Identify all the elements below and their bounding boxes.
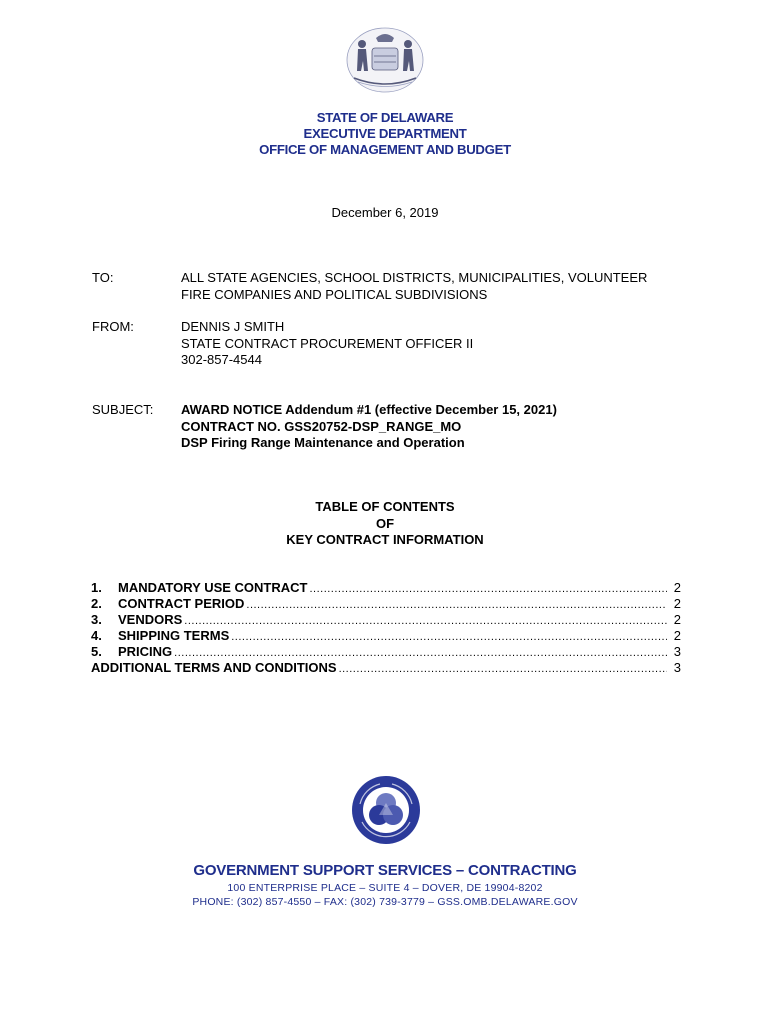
toc-entry-number: 5. [91,644,102,659]
memo-subject-line: DSP Firing Range Maintenance and Operation [181,435,465,450]
toc-entry-number: 1. [91,580,102,595]
memo-to-line: ALL STATE AGENCIES, SCHOOL DISTRICTS, MUNICIPALITIES, VOLUNTEER [181,270,648,285]
toc-leader-dots [231,629,667,645]
toc-entry-title: MANDATORY USE CONTRACT [118,580,308,595]
toc-entry-page: 2 [673,580,681,595]
toc-leader-dots [309,581,667,597]
footer-address: 100 ENTERPRISE PLACE – SUITE 4 – DOVER, DE 19904-8202 [227,882,543,894]
toc-entry[interactable] [91,612,681,628]
memo-from-name: DENNIS J SMITH [181,319,285,334]
memo-subject-label: SUBJECT: [92,402,154,417]
toc-heading-line: OF [375,515,395,531]
memo-subject-line: AWARD NOTICE Addendum #1 (effective December 15, 2021) [181,402,557,417]
toc-entry-title: PRICING [118,644,173,659]
toc-entry-number: 3. [91,612,102,627]
toc-leader-dots [184,613,667,629]
toc-heading-line: TABLE OF CONTENTS [315,499,455,514]
toc-entry-page: 2 [673,628,681,643]
toc-entry-number: 4. [91,628,102,643]
toc-leader-dots [246,597,667,613]
toc-leader-dots [174,645,667,661]
memo-from-phone: 302-857-4544 [181,352,262,367]
memo-to-label: TO: [92,270,114,285]
toc-entry[interactable] [91,596,681,612]
agency-line-office: OFFICE OF MANAGEMENT AND BUDGET [259,142,511,157]
footer-division-title: GOVERNMENT SUPPORT SERVICES – CONTRACTING [193,862,577,879]
office-of-management-and-budget-logo-icon [350,774,422,846]
toc-entry-page: 2 [673,596,681,611]
agency-line-state: STATE OF DELAWARE [316,110,454,125]
toc-entry[interactable] [91,628,681,644]
toc-entry[interactable] [91,580,681,596]
memo-date: December 6, 2019 [331,205,439,220]
toc-entry-title: CONTRACT PERIOD [118,596,245,611]
toc-entry-page: 3 [673,660,681,675]
memo-subject-line: CONTRACT NO. GSS20752-DSP_RANGE_MO [181,418,462,434]
toc-entry-title: SHIPPING TERMS [118,628,230,643]
toc-entry[interactable] [91,660,681,676]
agency-line-department: EXECUTIVE DEPARTMENT [303,126,467,141]
toc-entry-title: ADDITIONAL TERMS AND CONDITIONS [91,660,337,675]
toc-entry-page: 2 [673,612,681,627]
toc-leader-dots [339,661,667,677]
toc-heading-line: KEY CONTRACT INFORMATION [286,532,484,547]
memo-to-value [181,270,701,303]
delaware-state-seal-icon [344,22,426,94]
toc-entry-page: 3 [673,644,681,659]
toc-entry[interactable] [91,644,681,660]
memo-from-value [181,319,701,369]
memo-subject-value [181,402,701,452]
memo-from-title: STATE CONTRACT PROCUREMENT OFFICER II [181,335,474,351]
memo-to-line: FIRE COMPANIES AND POLITICAL SUBDIVISIONS [181,286,488,302]
toc-entry-number: 2. [91,596,102,611]
toc-heading [0,499,770,549]
toc-entry-title: VENDORS [118,612,183,627]
memo-from-label: FROM: [92,319,134,334]
agency-header [0,110,770,158]
footer-contact: PHONE: (302) 857-4550 – FAX: (302) 739-3779 – GSS.OMB.DELAWARE.GOV [192,896,578,908]
table-of-contents [91,580,681,676]
